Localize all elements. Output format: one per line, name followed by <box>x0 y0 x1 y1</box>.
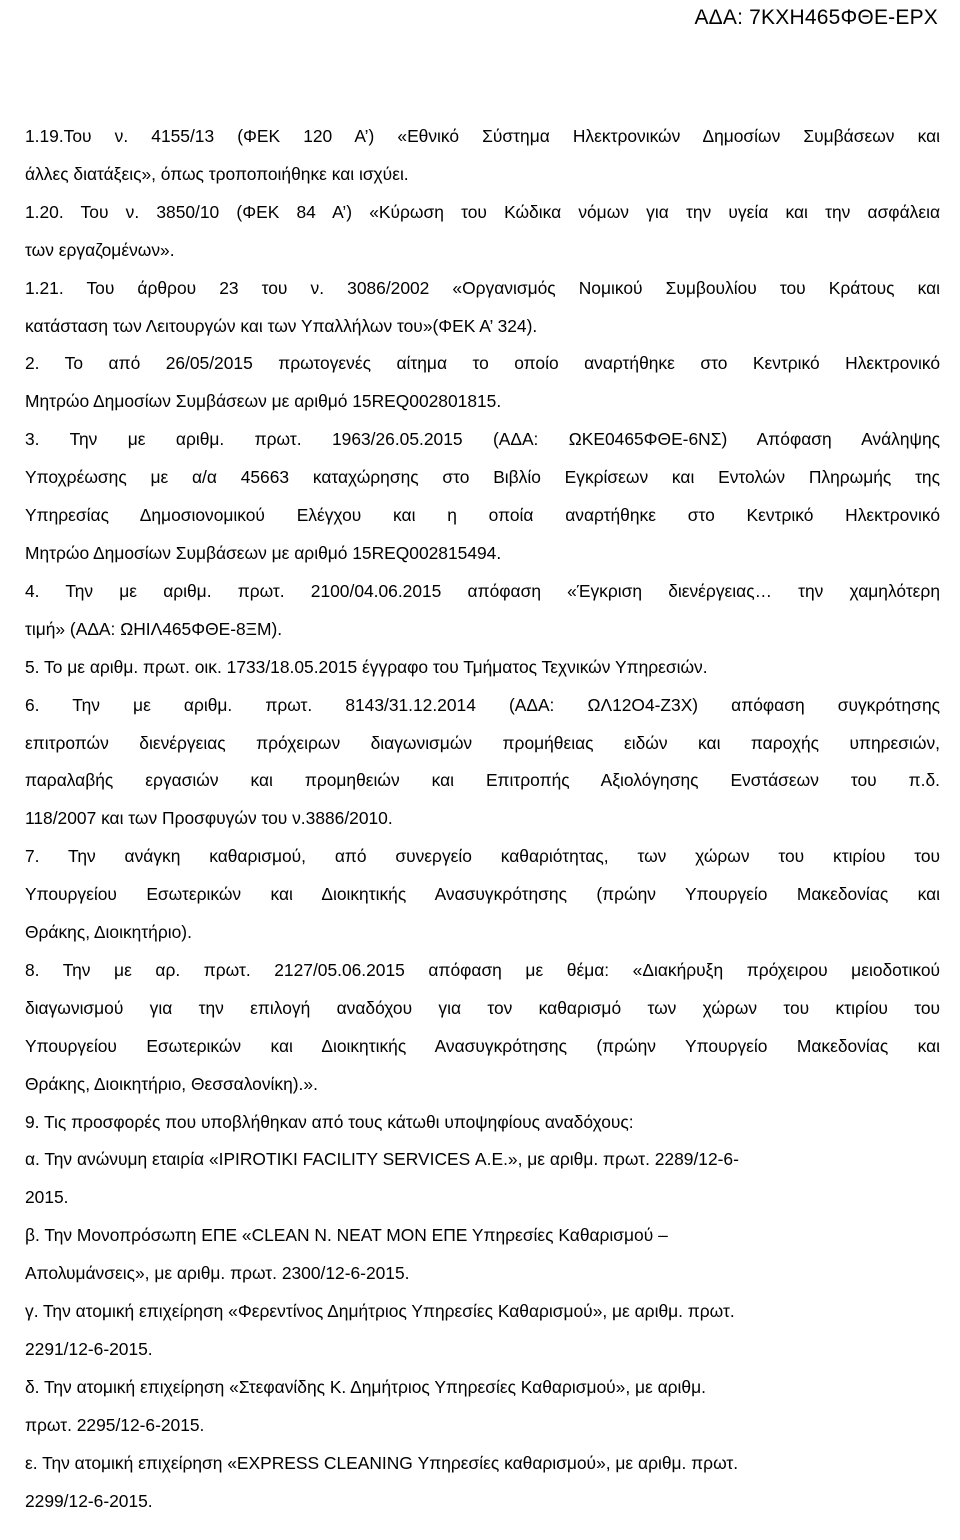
text-line: Θράκης, Διοικητήριο, Θεσσαλονίκη).». <box>25 1073 318 1094</box>
text-line: άλλες διατάξεις», όπως τροποποιήθηκε και ισχύει. <box>25 163 409 184</box>
document-ada-code: ΑΔΑ: 7ΚΧΗ465ΦΘΕ-ΕΡΧ <box>694 6 938 29</box>
text-line: 2015. <box>25 1187 69 1208</box>
text-line: 1.21. Του άρθρου 23 του ν. 3086/2002 «Οργανισμός Νομικού Συμβουλίου του Κράτους και <box>25 277 940 298</box>
text-line: 2. Το από 26/05/2015 πρωτογενές αίτημα το οποίο αναρτήθηκε στο Κεντρικό Ηλεκτρονικό <box>25 353 940 374</box>
text-line: 4. Την με αριθμ. πρωτ. 2100/04.06.2015 απόφαση «Έγκριση διενέργειας… την χαμηλότερη <box>25 580 940 601</box>
text-line: Απολυμάνσεις», με αριθμ. πρωτ. 2300/12-6-2015. <box>25 1263 410 1284</box>
text-line: 9. Τις προσφορές που υποβλήθηκαν από τους κάτωθι υποψηφίους αναδόχους: <box>25 1111 634 1132</box>
text-line: 6. Την με αριθμ. πρωτ. 8143/31.12.2014 (ΑΔΑ: ΩΛ12Ο4-Ζ3Χ) απόφαση συγκρότησης <box>25 694 940 715</box>
text-line: 2291/12-6-2015. <box>25 1339 153 1359</box>
text-line: 3. Την με αριθμ. πρωτ. 1963/26.05.2015 (ΑΔΑ: ΩΚΕ0465ΦΘΕ-6ΝΣ) Απόφαση Ανάληψης <box>25 429 940 450</box>
text-line: κατάσταση των Λειτουργών και των Υπαλλήλων του»(ΦΕΚ Α’ 324). <box>25 315 538 336</box>
text-line: Υπουργείου Εσωτερικών και Διοικητικής Ανασυγκρότησης (πρώην Υπουργείο Μακεδονίας και <box>25 1035 940 1056</box>
document-body <box>25 118 940 1521</box>
text-line: παραλαβής εργασιών και προμηθειών και Επιτροπής Αξιολόγησης Ενστάσεων του π.δ. <box>25 770 940 791</box>
text-line: 118/2007 και των Προσφυγών του ν.3886/2010. <box>25 808 393 829</box>
text-line: των εργαζομένων». <box>25 239 175 260</box>
text-line: β. Την Μονοπρόσωπη ΕΠΕ «CLEAN N. NEAT MON ΕΠΕ Υπηρεσίες Καθαρισμού – <box>25 1225 668 1246</box>
text-line: 2299/12-6-2015. <box>25 1490 153 1511</box>
text-line: επιτροπών διενέργειας πρόχειρων διαγωνισμών προμήθειας ειδών και παροχής υπηρεσιών, <box>25 732 940 753</box>
text-line: 5. Το με αριθμ. πρωτ. οικ. 1733/18.05.2015 έγγραφο του Τμήματος Τεχνικών Υπηρεσιών. <box>25 656 708 677</box>
text-line: δ. Την ατομική επιχείρηση «Στεφανίδης Κ. Δημήτριος Υπηρεσίες Καθαρισμού», με αριθμ. <box>25 1376 706 1397</box>
text-line: διαγωνισμού για την επιλογή αναδόχου για τον καθαρισμό των χώρων του κτιρίου του <box>25 997 940 1018</box>
text-line: 1.20. Του ν. 3850/10 (ΦΕΚ 84 Α’) «Κύρωση του Κώδικα νόμων για την υγεία και την ασφάλεια <box>25 201 940 222</box>
text-line: Θράκης, Διοικητήριο). <box>25 922 192 943</box>
text-line: 7. Την ανάγκη καθαρισμού, από συνεργείο καθαριότητας, των χώρων του κτιρίου του <box>25 846 940 867</box>
text-line: Μητρώο Δημοσίων Συμβάσεων με αριθμό 15REQ002801815. <box>25 391 502 412</box>
text-line: τιμή» (ΑΔΑ: ΩΗΙΛ465ΦΘΕ-8ΞΜ). <box>25 618 283 639</box>
text-line: Μητρώο Δημοσίων Συμβάσεων με αριθμό 15REQ002815494. <box>25 542 502 563</box>
text-line: Υπηρεσίας Δημοσιονομικού Ελέγχου και η οποία αναρτήθηκε στο Κεντρικό Ηλεκτρονικό <box>25 505 940 526</box>
text-line: ε. Την ατομική επιχείρηση «EXPRESS CLEANING Υπηρεσίες καθαρισμού», με αριθμ. πρωτ. <box>25 1452 739 1473</box>
text-line: 1.19.Του ν. 4155/13 (ΦΕΚ 120 Α’) «Εθνικό Σύστημα Ηλεκτρονικών Δημοσίων Συμβάσεων και <box>25 126 940 146</box>
text-line: Υπουργείου Εσωτερικών και Διοικητικής Ανασυγκρότησης (πρώην Υπουργείο Μακεδονίας και <box>25 884 940 905</box>
text-line: πρωτ. 2295/12-6-2015. <box>25 1414 205 1435</box>
text-line: 8. Την με αρ. πρωτ. 2127/05.06.2015 απόφαση με θέμα: «Διακήρυξη πρόχειρου μειοδοτικού <box>25 959 940 980</box>
text-line: α. Την ανώνυμη εταιρία «IPIROTIKI FACILITY SERVICES Α.Ε.», με αριθμ. πρωτ. 2289/12-6- <box>25 1149 739 1170</box>
text-line: Υποχρέωσης με α/α 45663 καταχώρησης στο Βιβλίο Εγκρίσεων και Εντολών Πληρωμής της <box>25 467 940 488</box>
text-line: γ. Την ατομική επιχείρηση «Φερεντίνος Δημήτριος Υπηρεσίες Καθαρισμού», με αριθμ. πρωτ. <box>25 1301 735 1322</box>
